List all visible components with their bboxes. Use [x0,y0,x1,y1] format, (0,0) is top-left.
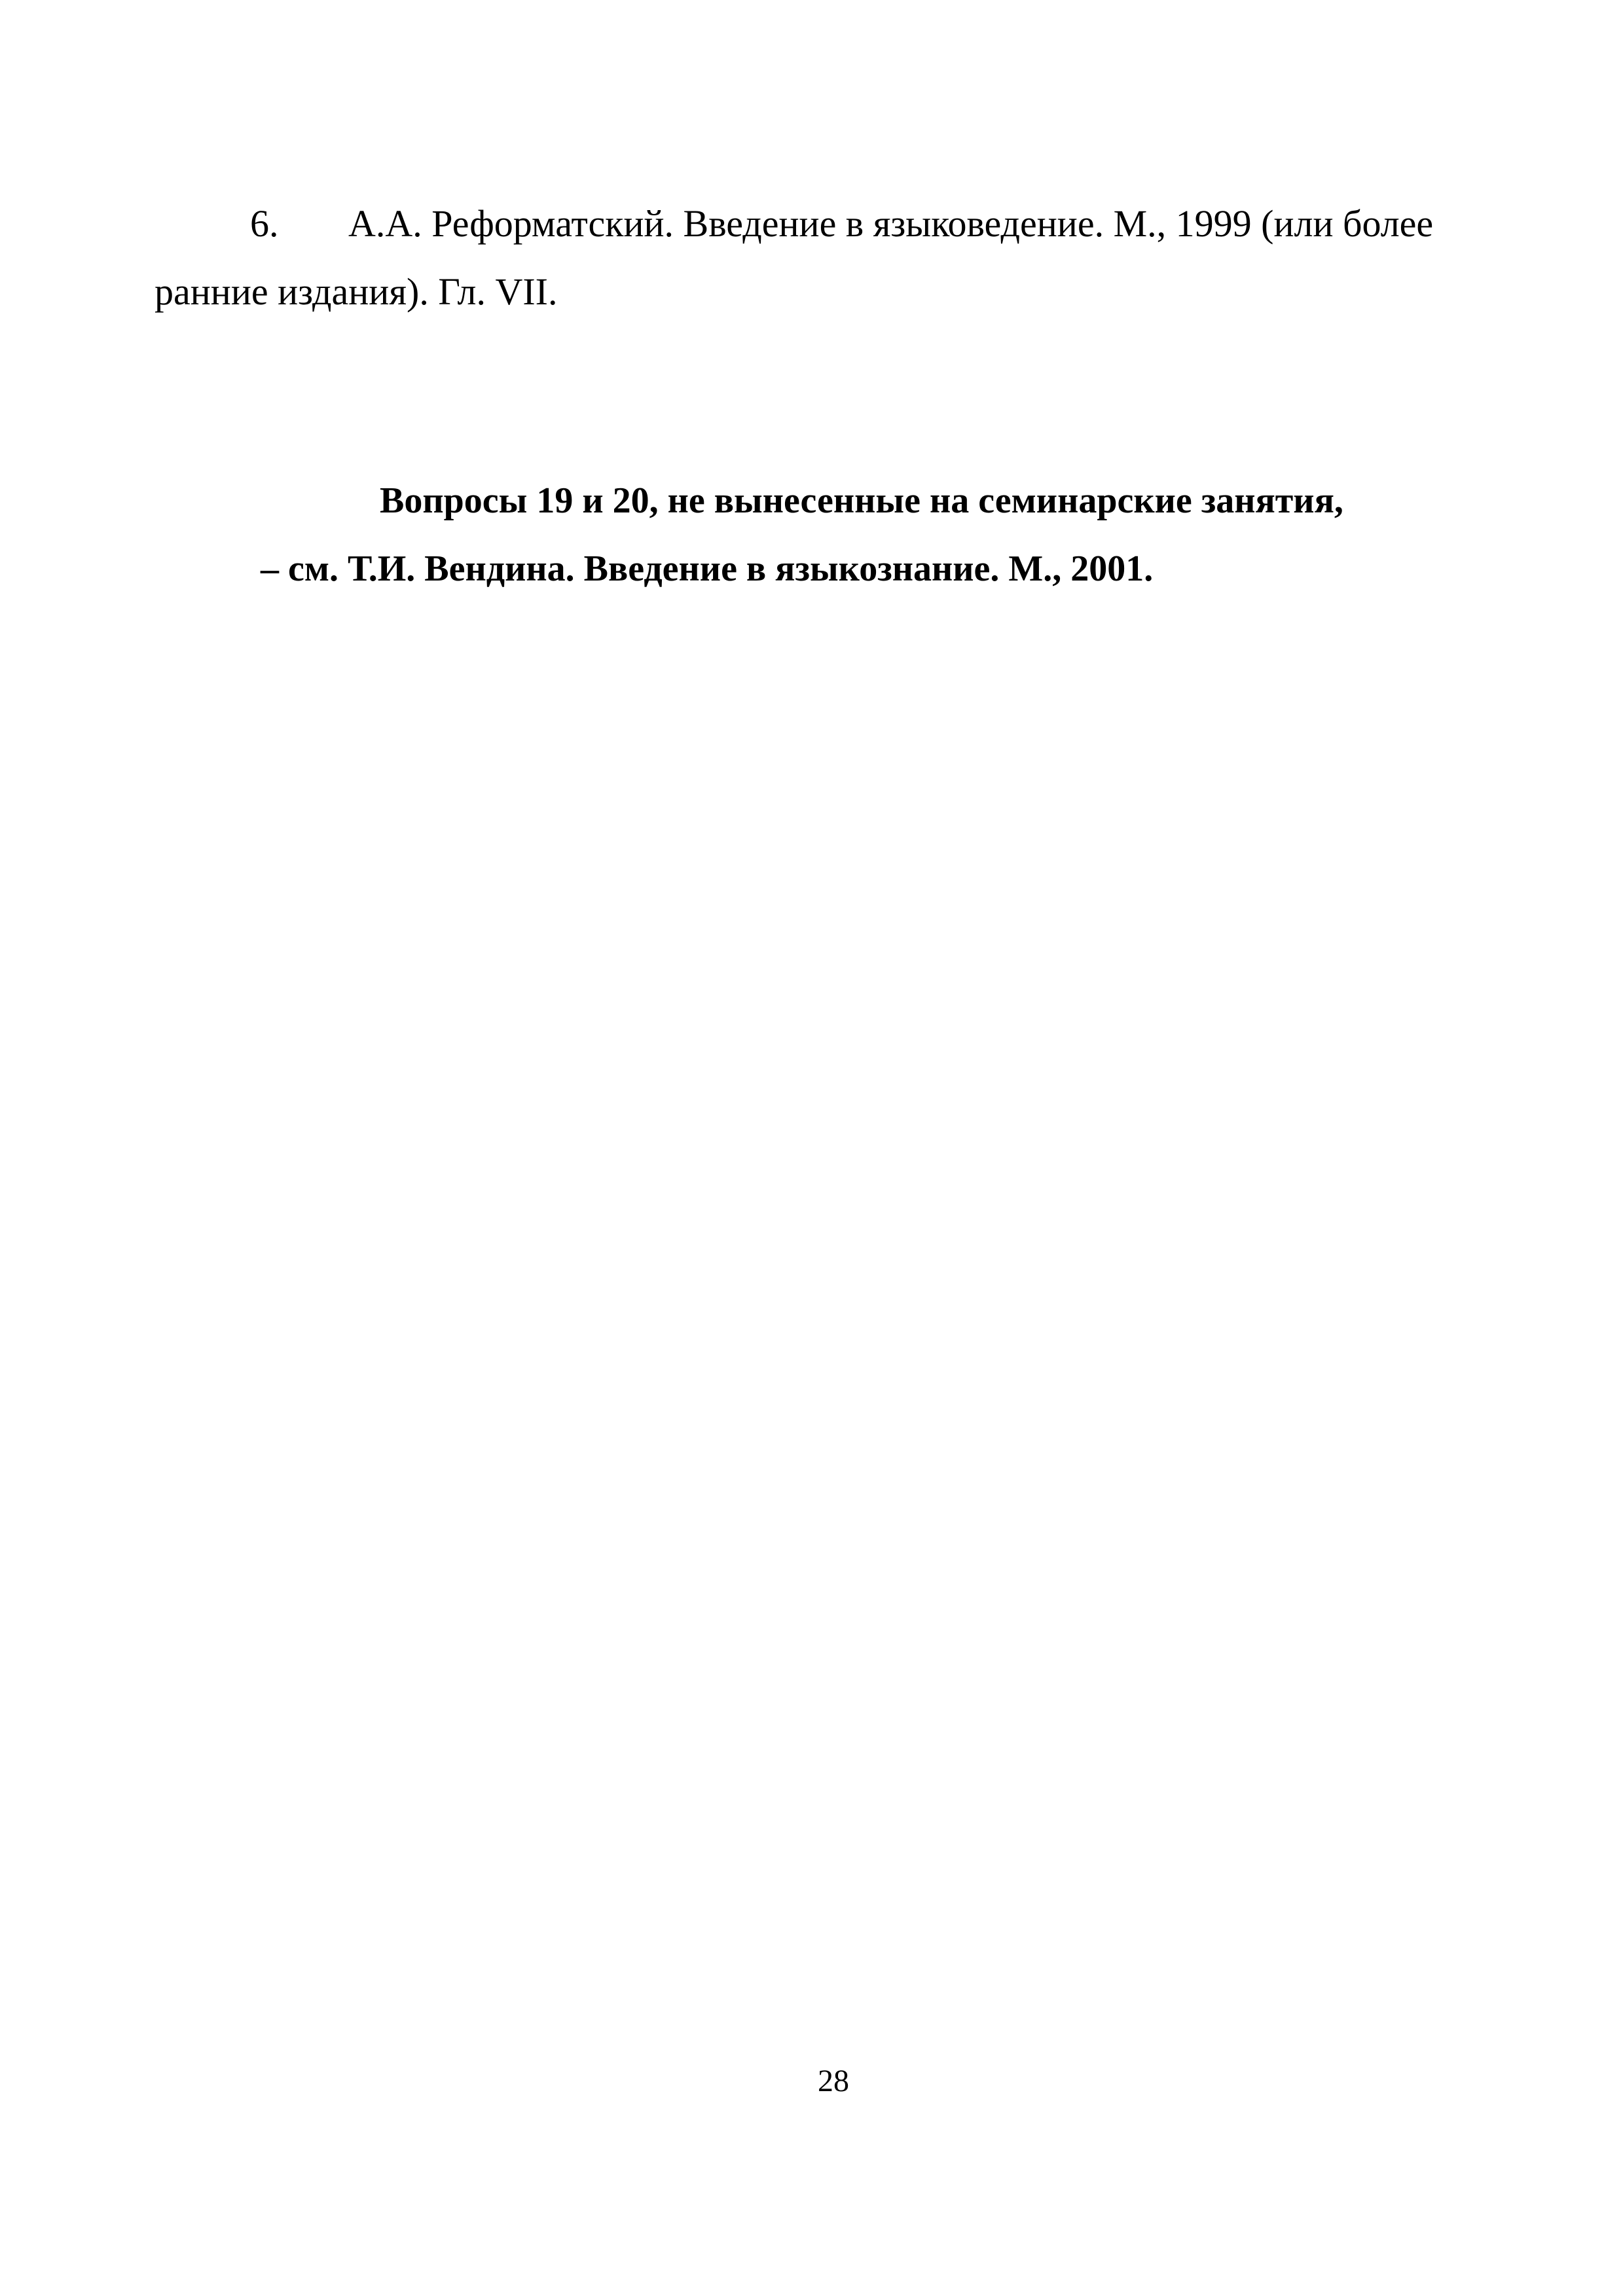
reference-text-line1: А.А. Реформатский. Введение в языковедение. М., 1999 (или более [348,202,1434,245]
reference-number: 6. [250,202,279,245]
page-number: 28 [818,2064,849,2098]
note-line2: – см. Т.И. Вендина. Введение в языкознание. М., 2001. [261,548,1154,589]
note-line1: Вопросы 19 и 20, не вынесенные на семинарские занятия, [380,480,1343,521]
reference-text-line2: ранние издания). Гл. VII. [155,270,558,313]
